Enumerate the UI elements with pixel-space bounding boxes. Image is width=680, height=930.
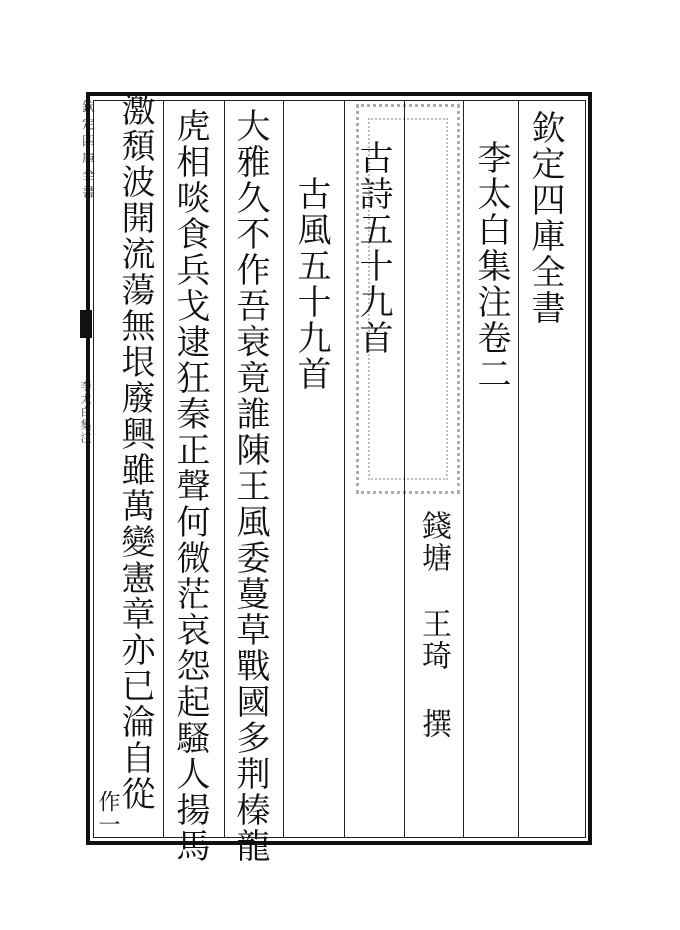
page-frame-inner [93,100,586,838]
section-title: 古詩五十九首 [353,140,393,356]
text-line-2: 虎相啖食兵戈逮狂秦正聲何微茫哀怨起騷人揚馬 [170,108,210,864]
text-line-3: 激頹波開流蕩無垠廢興雖萬變憲章亦已淪自從 [115,92,155,812]
column-rule [344,100,345,838]
margin-series-title: 欽定四庫全書 [79,100,94,202]
margin-book-title: 李太白集注 [79,380,92,445]
inline-note: 作一 [95,790,120,836]
column-rule [463,100,464,838]
column-rule [163,100,164,838]
text-line-1: 大雅久不作吾衰竟誰陳王風委蔓草戰國多荆榛龍 [230,108,270,864]
column-rule [283,100,284,838]
column-rule [404,100,405,838]
author-role: 撰 [416,708,451,740]
column-rule [518,100,519,838]
poem-title: 古風五十九首 [291,176,331,392]
series-title: 欽定四庫全書 [525,110,565,326]
author-place: 錢塘 [416,510,451,574]
book-title: 李太白集注卷二 [471,140,511,392]
column-rule [224,100,225,838]
author-name: 王琦 [416,608,451,672]
